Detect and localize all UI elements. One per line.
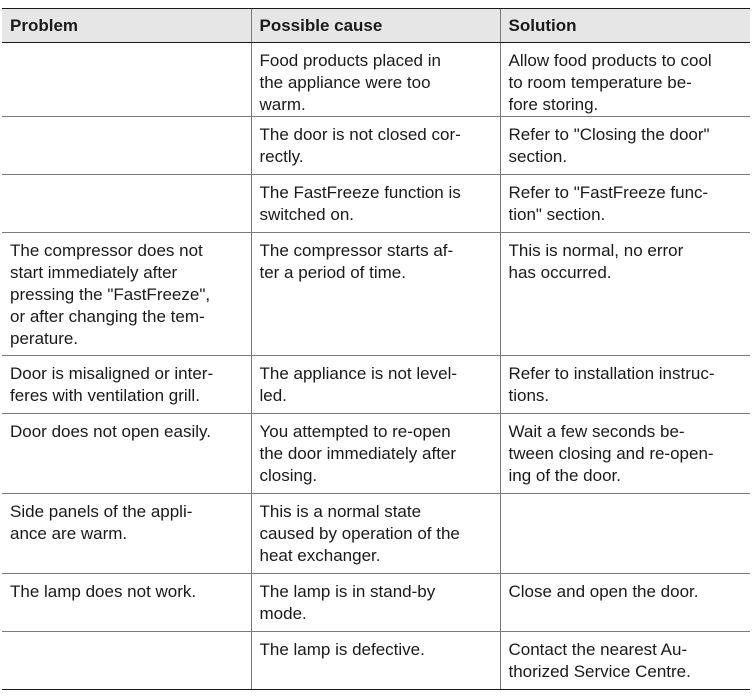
problem-cell (2, 356, 251, 414)
cause-text: This is a normal state caused by operation of the heat exchanger. (259, 502, 460, 565)
solution-cell (500, 233, 750, 356)
solution-text: Allow food products to cool to room temperature be- fore storing. (508, 51, 712, 114)
solution-text: Contact the nearest Au- thorized Service Centre. (508, 640, 691, 681)
problem-cell (2, 494, 251, 574)
solution-text: Refer to "Closing the door" section. (508, 125, 710, 166)
table-row (2, 414, 750, 494)
cause-cell (251, 632, 500, 690)
header-solution: Solution (500, 9, 750, 43)
cause-cell (251, 574, 500, 632)
cause-cell (251, 356, 500, 414)
solution-cell (500, 574, 750, 632)
problem-cell (2, 175, 251, 233)
table-row (2, 356, 750, 414)
header-possible-cause: Possible cause (251, 9, 500, 43)
solution-text: Refer to installation instruc- tions. (508, 364, 715, 405)
cause-cell (251, 414, 500, 494)
problem-cell (2, 414, 251, 494)
table-row (2, 117, 750, 175)
solution-cell (500, 632, 750, 690)
problem-text: Door does not open easily. (10, 422, 211, 441)
cause-cell (251, 494, 500, 574)
problem-text: The compressor does not start immediately after pressing the "FastFreeze", or after changing the tem- perature. (10, 241, 211, 348)
cause-cell (251, 117, 500, 175)
troubleshooting-table (2, 8, 750, 690)
solution-cell (500, 494, 750, 574)
solution-cell (500, 175, 750, 233)
cause-text: The lamp is in stand-by mode. (259, 582, 436, 623)
cause-text: The compressor starts af- ter a period of time. (259, 241, 454, 282)
cause-text: The door is not closed cor- rectly. (259, 125, 461, 166)
problem-cell (2, 574, 251, 632)
cause-text: The FastFreeze function is switched on. (259, 183, 461, 224)
cause-text: The lamp is defective. (259, 640, 425, 659)
problem-text: Door is misaligned or inter- feres with ventilation grill. (10, 364, 214, 405)
solution-text: Wait a few seconds be- tween closing and re-open- ing of the door. (508, 422, 714, 485)
cause-text: The appliance is not level- led. (259, 364, 458, 405)
solution-text: Refer to "FastFreeze func- tion" section. (508, 183, 709, 224)
solution-cell (500, 43, 750, 117)
cause-cell (251, 233, 500, 356)
table-header-row (2, 9, 750, 43)
header-problem: Problem (2, 9, 251, 43)
solution-text: This is normal, no error has occurred. (508, 241, 684, 282)
problem-cell (2, 632, 251, 690)
table-row (2, 175, 750, 233)
cause-text: You attempted to re-open the door immediately after closing. (259, 422, 457, 485)
cause-text: Food products placed in the appliance were too warm. (259, 51, 441, 114)
problem-cell (2, 117, 251, 175)
table-row (2, 494, 750, 574)
solution-cell (500, 414, 750, 494)
table-row (2, 233, 750, 356)
solution-cell (500, 117, 750, 175)
problem-cell (2, 43, 251, 117)
problem-text: Side panels of the appli- ance are warm. (10, 502, 193, 543)
table-row (2, 632, 750, 690)
cause-cell (251, 175, 500, 233)
table-row (2, 43, 750, 117)
solution-text: Close and open the door. (508, 582, 699, 601)
table-row (2, 574, 750, 632)
problem-cell (2, 233, 251, 356)
solution-cell (500, 356, 750, 414)
cause-cell (251, 43, 500, 117)
problem-text: The lamp does not work. (10, 582, 197, 601)
